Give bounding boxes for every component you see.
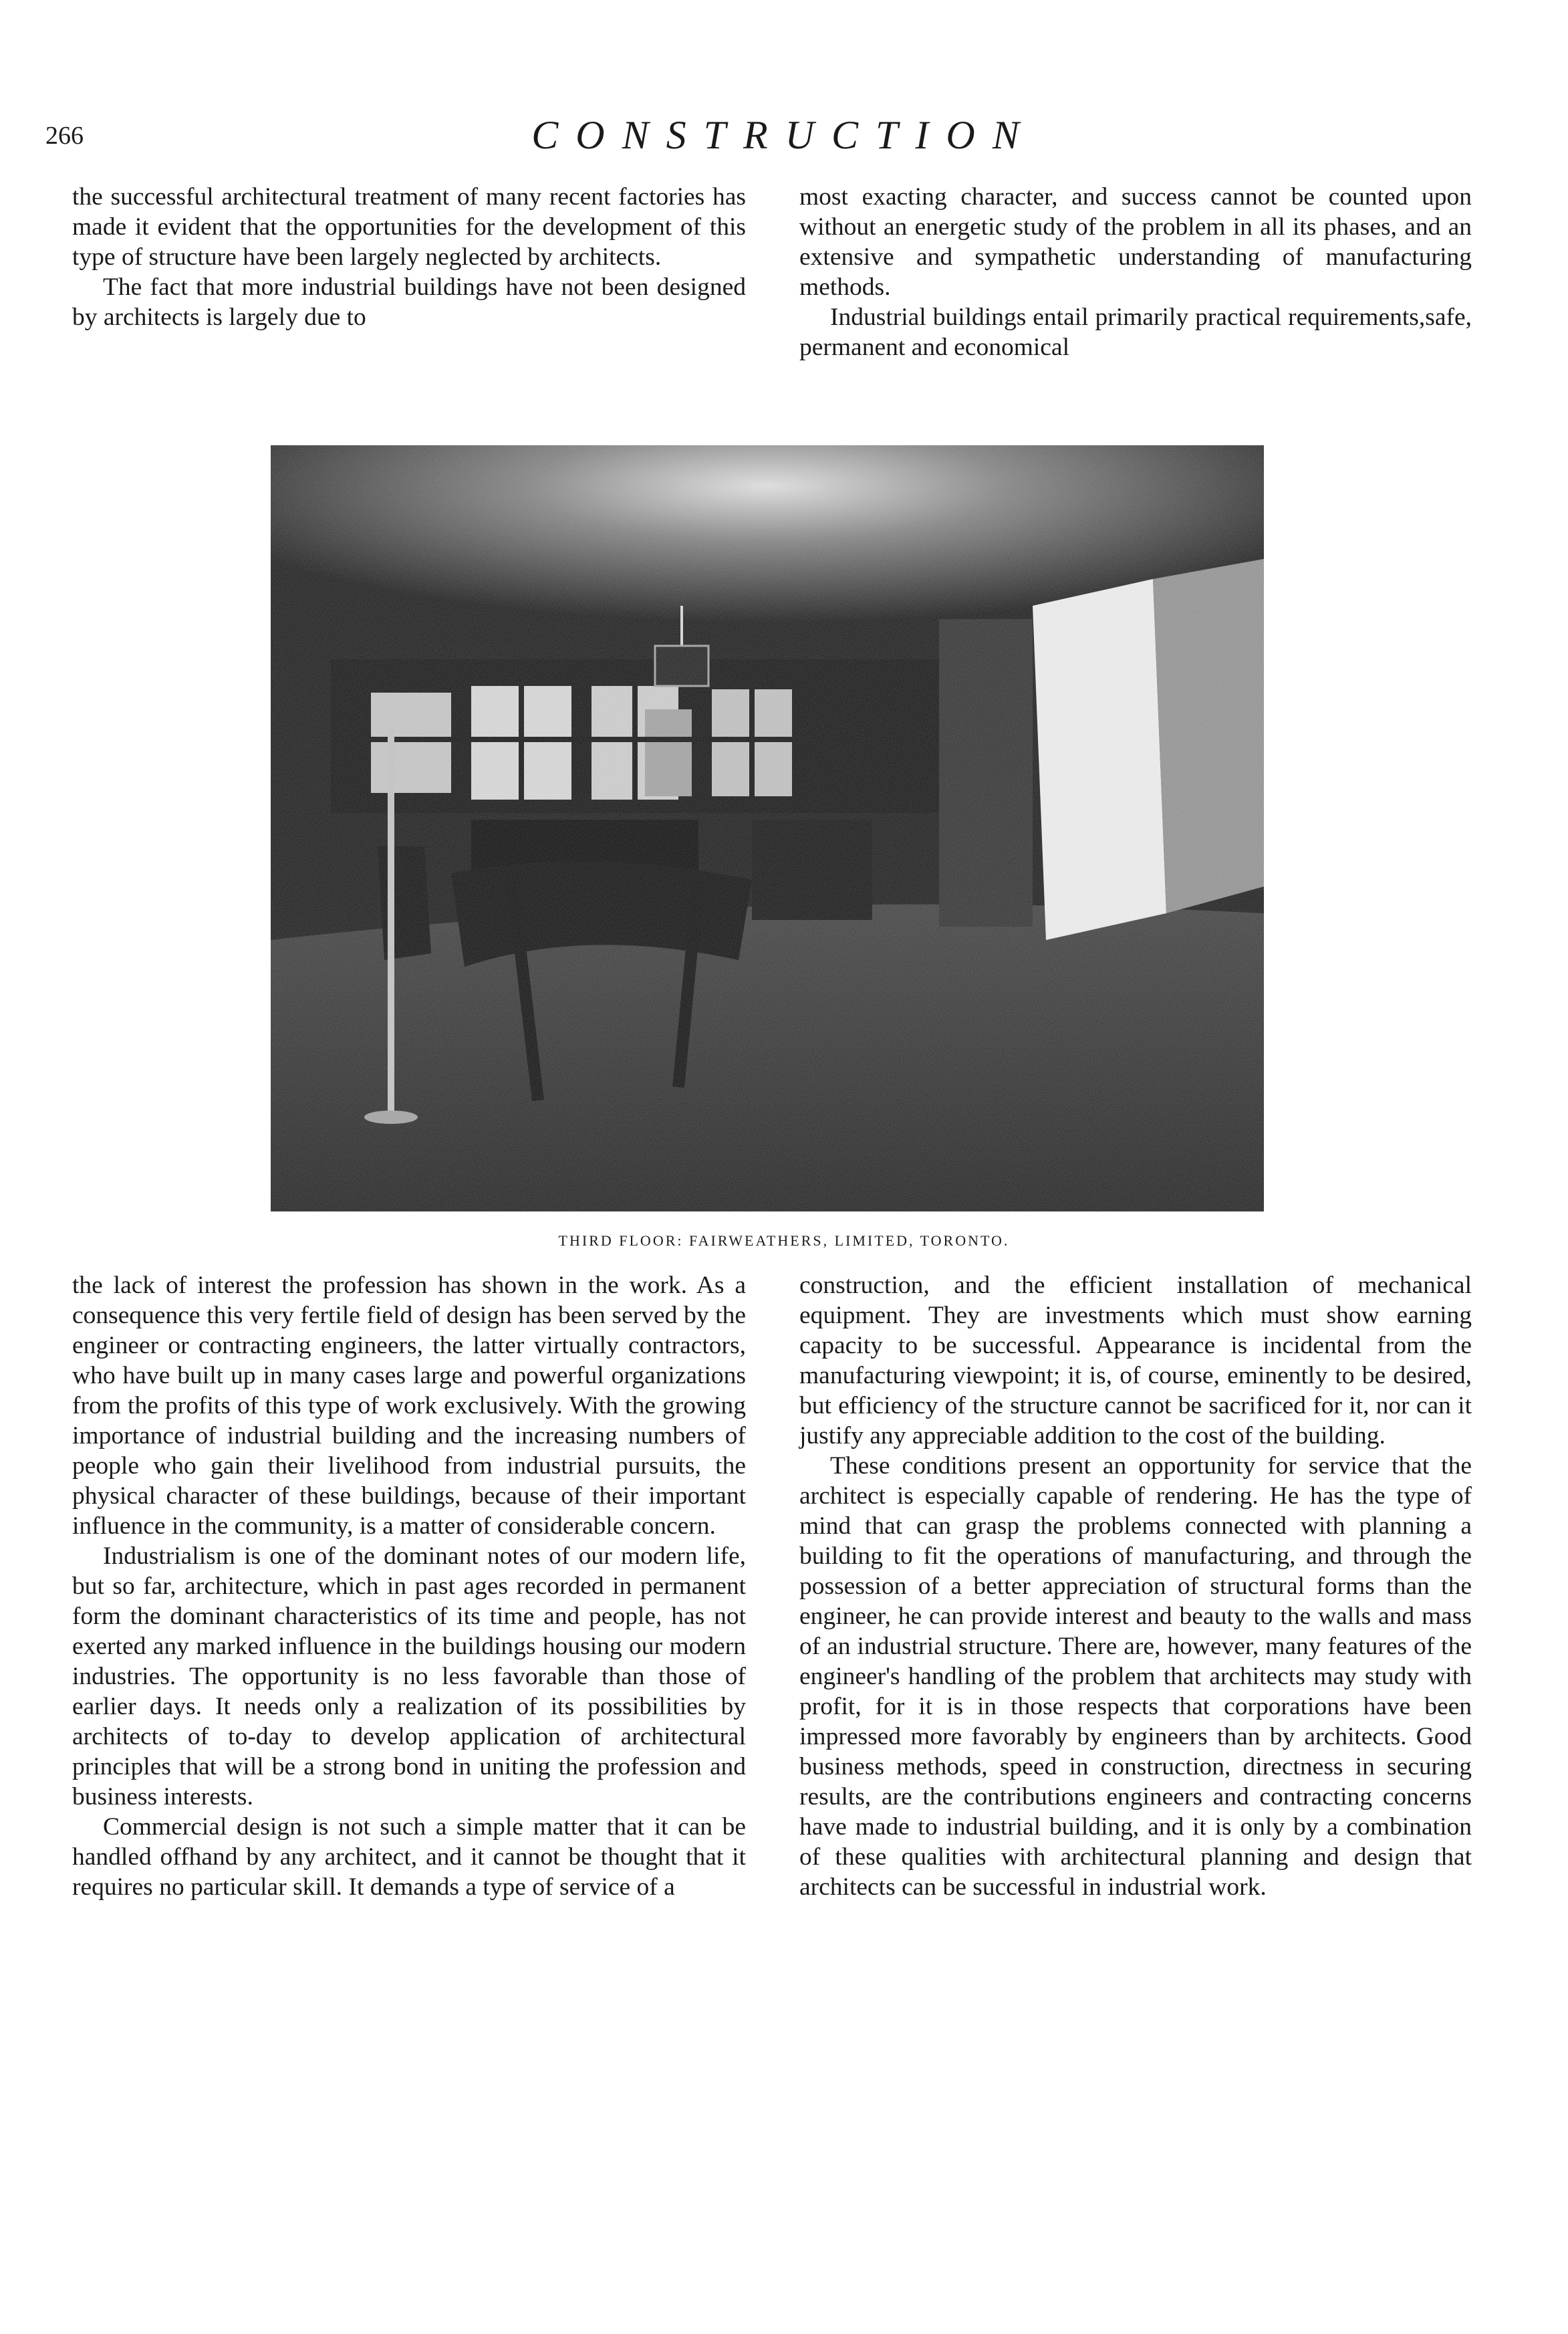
column-bottom-left (72, 1270, 746, 1902)
paragraph: Industrialism is one of the dominant notes of our modern life, but so far, architecture, which in past ages recorded in permanent form the dominant characteristics of its time and people, has not exerted any marked influence in the buildings housing our modern industries. The opportunity is no less favorable than those of earlier days. It needs only a realization of its possibilities by architects of to-day to develop application of architectural principles that will be a strong bond in uniting the profession and business interests. (72, 1542, 746, 1811)
paragraph: Commercial design is not such a simple matter that it can be handled offhand by any architect, and it cannot be thought that it requires no particular skill. It demands a type of service of a (72, 1813, 746, 1901)
running-title: CONSTRUCTION (531, 113, 1037, 157)
figure-caption: THIRD FLOOR: FAIRWEATHERS, LIMITED, TORONTO. (558, 1232, 1010, 1249)
interior-photograph (271, 445, 1264, 1211)
column-top-right (799, 182, 1472, 362)
paragraph: the successful architectural treatment of many recent factories has made it evident that the opportunities for the development of this type of structure have been largely neglected by architects. (72, 183, 746, 271)
paragraph: the lack of interest the profession has shown in the work. As a consequence this very fertile field of design has been served by the engineer or contracting engineers, the latter virtually contractors, who have built up in many cases large and powerful organizations from the profits of this type of work exclusively. With the growing importance of industrial building and the increasing numbers of people who gain their livelihood from industrial pursuits, the physical character of these buildings, because of their important influence in the community, is a matter of considerable concern. (72, 1272, 746, 1540)
paragraph: most exacting character, and success cannot be counted upon without an energetic study of the problem in all its phases, and an extensive and sympathetic understanding of manufacturing methods. (799, 183, 1472, 301)
paragraph: Industrial buildings entail primarily practical requirements,safe, permanent and economical (799, 304, 1472, 361)
page-number: 266 (45, 122, 84, 150)
paragraph: construction, and the efficient installation of mechanical equipment. They are investments which must show earning capacity to be successful. Appearance is incidental from the manufacturing viewpoint; it is, of course, eminently to be desired, but efficiency of the structure cannot be sacrificed for it, nor can it justify any appreciable addition to the cost of the building. (799, 1272, 1472, 1449)
column-top-left (72, 182, 746, 332)
paragraph: The fact that more industrial buildings have not been designed by architects is largely due to (72, 273, 746, 331)
paragraph: These conditions present an opportunity for service that the architect is especially capable of rendering. He has the type of mind that can grasp the problems connected with planning a building to fit the operations of manufacturing, and through the possession of a better appreciation of structural forms than the engineer, he can provide interest and beauty to the walls and mass of an industrial structure. There are, however, many features of the engineer's handling of the problem that architects may study with profit, for it is in those respects that corporations have been impressed more favorably by engineers than by architects. Good business methods, speed in construction, directness in securing results, are the contributions engineers and contracting concerns have made to industrial building, and it is only by a combination of these qualities with architectural planning and design that architects can be successful in industrial work. (799, 1452, 1472, 1901)
column-bottom-right (799, 1270, 1472, 1902)
